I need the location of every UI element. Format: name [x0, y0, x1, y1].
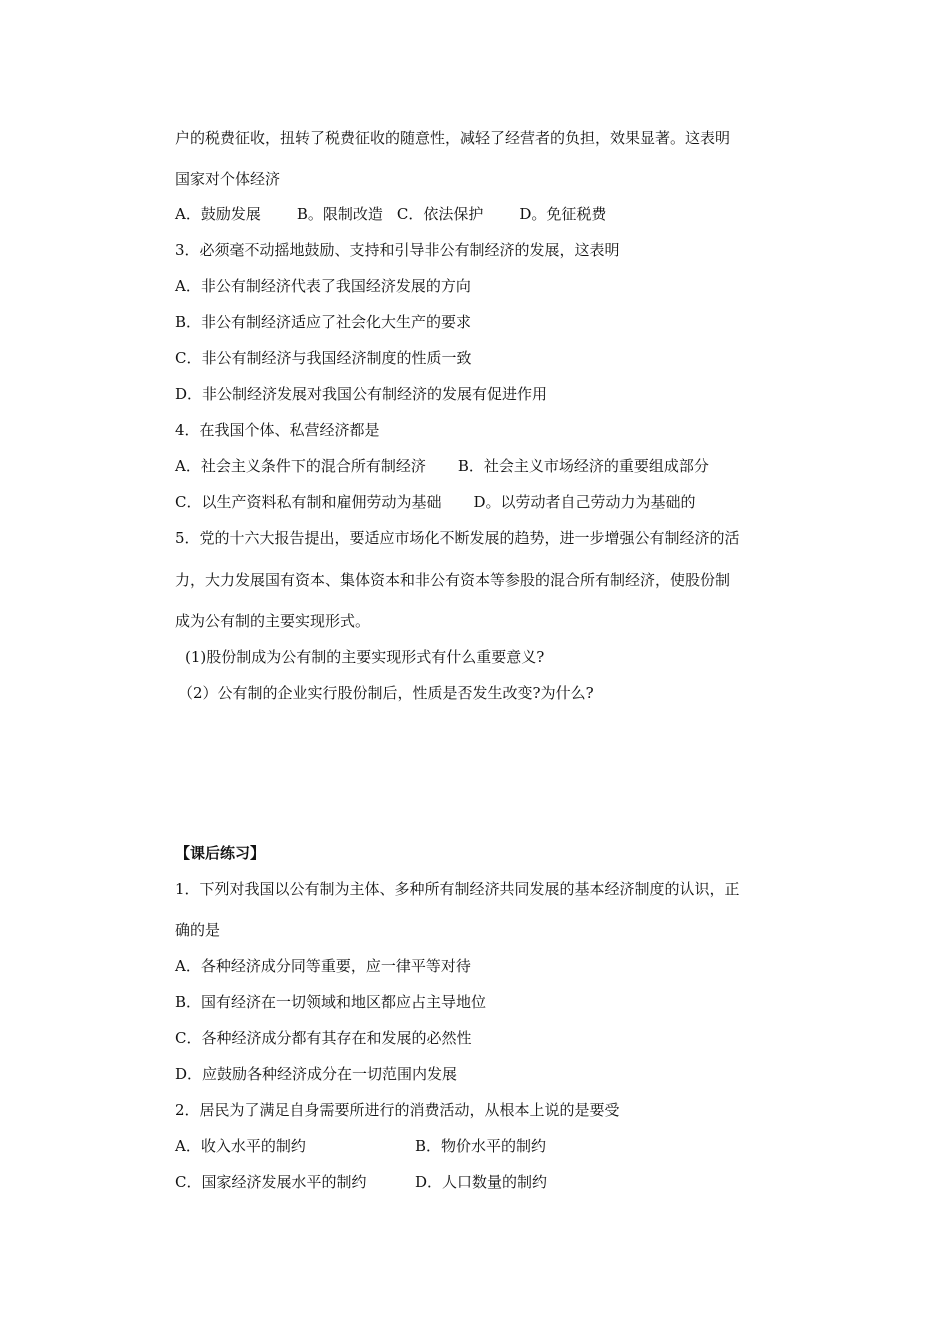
- q4-option-a: A．社会主义条件下的混合所有制经济: [175, 457, 426, 475]
- q4-option-b: B．社会主义市场经济的重要组成部分: [457, 457, 709, 475]
- practice-question-1-line-1: 1．下列对我国以公有制为主体、多种所有制经济共同发展的基本经济制度的认识，正: [175, 880, 740, 898]
- q4-option-c: C．以生产资料私有制和雇佣劳动为基础: [175, 493, 442, 511]
- q4-option-d: D。以劳动者自己劳动力为基础的: [473, 493, 696, 511]
- practice-question-2-stem: 2．居民为了满足自身需要所进行的消费活动，从根本上说的是要受: [175, 1101, 620, 1119]
- question-4-stem: 4．在我国个体、私营经济都是: [175, 421, 380, 439]
- practice-q1-option-d: D．应鼓励各种经济成分在一切范围内发展: [175, 1065, 458, 1083]
- practice-q1-option-c: C．各种经济成分都有其存在和发展的必然性: [175, 1029, 472, 1047]
- q2-option-a: A．鼓励发展: [175, 205, 261, 223]
- practice-q2-option-c: C．国家经济发展水平的制约: [175, 1173, 367, 1191]
- question-5-subquestion-1: (1)股份制成为公有制的主要实现形式有什么重要意义?: [185, 648, 545, 666]
- q2-option-b: B。限制改造: [296, 205, 383, 223]
- question-5-line-3: 成为公有制的主要实现形式。: [175, 612, 371, 630]
- question-2-continuation-line-1: 户的税费征收，扭转了税费征收的随意性，减轻了经营者的负担，效果显著。这表明: [175, 129, 731, 147]
- question-3-stem: 3．必须毫不动摇地鼓励、支持和引导非公有制经济的发展，这表明: [175, 241, 620, 259]
- question-2-options: [175, 204, 606, 224]
- practice-q2-option-d: D．人口数量的制约: [415, 1173, 548, 1191]
- practice-q1-option-b: B．国有经济在一切领域和地区都应占主导地位: [175, 993, 487, 1011]
- question-4-options-row-1: [175, 456, 709, 476]
- question-5-line-2: 力，大力发展国有资本、集体资本和非公有资本等参股的混合所有制经济，使股份制: [175, 571, 731, 589]
- question-2-continuation-line-2: 国家对个体经济: [175, 170, 281, 188]
- q3-option-d: D．非公制经济发展对我国公有制经济的发展有促进作用: [175, 385, 548, 403]
- q2-option-d: D。免征税费: [519, 205, 607, 223]
- practice-question-1-line-2: 确的是: [175, 921, 221, 939]
- q3-option-c: C．非公有制经济与我国经济制度的性质一致: [175, 349, 472, 367]
- practice-question-2-options-row-1: [175, 1136, 546, 1156]
- q3-option-b: B．非公有制经济适应了社会化大生产的要求: [175, 313, 472, 331]
- section-heading-after-class-practice: 【课后练习】: [175, 844, 266, 862]
- question-5-subquestion-2: （2）公有制的企业实行股份制后，性质是否发生改变?为什么?: [178, 684, 594, 702]
- q3-option-a: A．非公有制经济代表了我国经济发展的方向: [175, 277, 471, 295]
- practice-q2-option-b: B．物价水平的制约: [415, 1137, 547, 1155]
- practice-q2-option-a: A．收入水平的制约: [175, 1137, 306, 1155]
- practice-q1-option-a: A．各种经济成分同等重要，应一律平等对待: [175, 957, 471, 975]
- q2-option-c: C．依法保护: [396, 205, 484, 223]
- practice-question-2-options-row-2: [175, 1172, 547, 1192]
- question-5-line-1: 5．党的十六大报告提出，要适应市场化不断发展的趋势，进一步增强公有制经济的活: [175, 529, 740, 547]
- question-4-options-row-2: [175, 492, 696, 512]
